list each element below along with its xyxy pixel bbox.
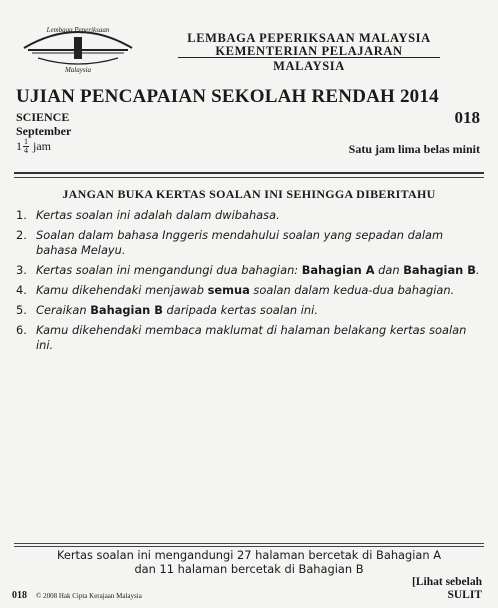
copyright-notice: © 2008 Hak Cipta Kerajaan Malaysia [36, 592, 142, 600]
instruction-fragment: Ceraikan [36, 303, 91, 317]
instruction-number: 1. [16, 208, 27, 222]
page-count-note [14, 548, 484, 576]
duration-words: Satu jam lima belas minit [348, 142, 480, 156]
org-name-line1: LEMBAGA PEPERIKSAAN MALAYSIA [187, 31, 431, 45]
instruction-fragment: Kertas soalan ini mengandungi dua bahagian: [36, 263, 302, 277]
instruction-emphasis: Bahagian A [301, 263, 375, 277]
page-count-line2: dan 11 halaman bercetak di Bahagian B [134, 562, 364, 576]
instruction-text [36, 283, 482, 298]
turn-over-note: [Lihat sebelah [412, 576, 482, 588]
instruction-fragment: Soalan dalam bahasa Inggeris mendahului soalan yang sepadan dalam bahasa Melayu. [36, 228, 444, 257]
instruction-number: 6. [16, 323, 27, 337]
instruction-fragment: Kamu dikehendaki membaca maklumat di halaman belakang kertas soalan ini. [36, 323, 467, 352]
duration-unit: jam [33, 139, 51, 153]
divider-top-thin [14, 177, 484, 178]
instruction-emphasis: semua [207, 283, 250, 297]
duration [16, 138, 51, 155]
logo-sub-text: Malaysia [64, 66, 92, 74]
instruction-emphasis: Bahagian B [90, 303, 163, 317]
instruction-number: 2. [16, 228, 27, 242]
instruction-item [16, 283, 482, 298]
instruction-fragment: Kertas soalan ini adalah dalam dwibahasa. [36, 208, 280, 222]
instruction-item [16, 228, 482, 258]
instruction-fragment: daripada kertas soalan ini. [162, 303, 318, 317]
instruction-number: 4. [16, 283, 27, 297]
instruction-item [16, 263, 482, 278]
instruction-number: 3. [16, 263, 27, 277]
instruction-fragment: soalan dalam kedua-dua bahagian. [249, 283, 455, 297]
instruction-fragment: dan [374, 263, 404, 277]
paper-code: 018 [454, 108, 480, 127]
instruction-item [16, 323, 482, 353]
exam-title-text: UJIAN PENCAPAIAN SEKOLAH RENDAH [16, 86, 396, 107]
logo-arc-text: Lembaga Peperiksaan [46, 26, 110, 34]
instruction-item [16, 208, 482, 223]
classification-label: SULIT [447, 589, 482, 601]
instruction-text [36, 323, 482, 353]
instruction-text [36, 228, 482, 258]
instruction-text [36, 263, 482, 278]
instruction-text [36, 303, 482, 318]
duration-fraction: 1 1 4 [16, 137, 28, 155]
divider-bottom-thin [14, 543, 484, 544]
footer-paper-code: 018 [12, 590, 27, 601]
org-underline [178, 57, 440, 58]
page-count-line1: Kertas soalan ini mengandungi 27 halaman bercetak di Bahagian A [56, 548, 442, 562]
exam-year: 2014 [399, 86, 439, 107]
instruction-number: 5. [16, 303, 27, 317]
instructions-list [16, 208, 482, 358]
org-name-line2: KEMENTERIAN PELAJARAN MALAYSIA [215, 44, 403, 73]
divider-top-thick [14, 172, 484, 174]
exam-title [16, 86, 439, 108]
divider-bottom-thin-2 [14, 546, 484, 547]
instruction-text [36, 208, 482, 223]
instruction-item [16, 303, 482, 318]
exam-month: September [16, 124, 72, 138]
exam-board-logo [18, 20, 138, 76]
instruction-emphasis: Bahagian B [403, 263, 476, 277]
instruction-fragment: Kamu dikehendaki menjawab [36, 283, 208, 297]
do-not-open-warning: JANGAN BUKA KERTAS SOALAN INI SEHINGGA DIBERITAHU [62, 187, 436, 201]
subject: SCIENCE [16, 110, 70, 124]
instruction-fragment: . [475, 263, 480, 277]
